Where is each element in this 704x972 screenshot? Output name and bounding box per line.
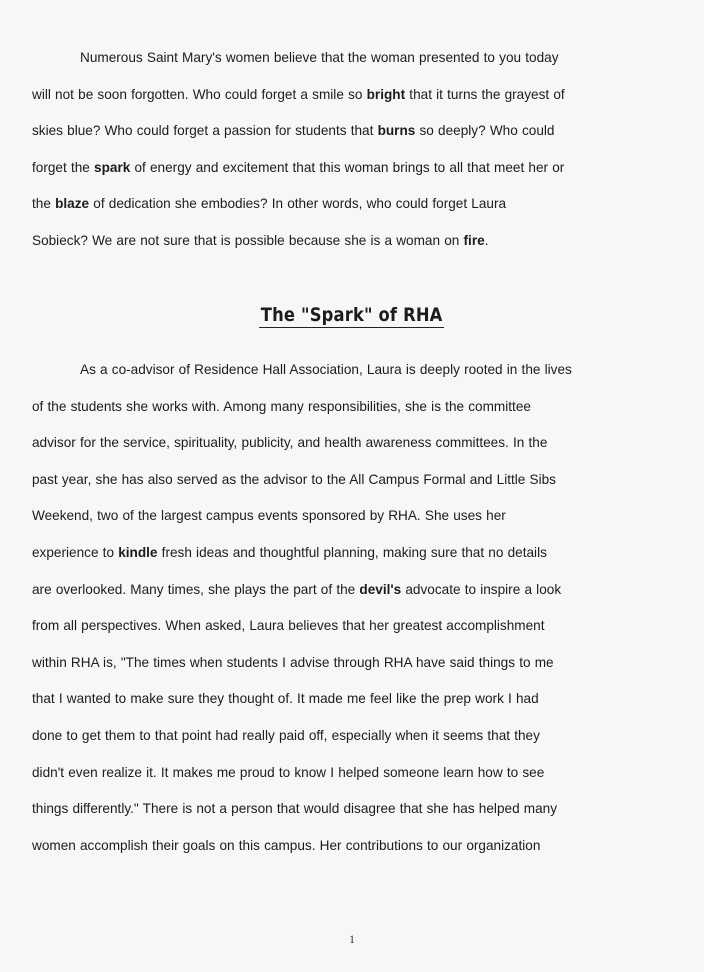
page-number: 1 xyxy=(349,932,355,946)
text-line xyxy=(32,150,672,187)
text-line: within RHA is, "The times when students I advise through RHA have said things to me xyxy=(32,654,554,670)
bold-word: burns xyxy=(377,123,416,139)
text-line xyxy=(32,535,672,572)
bold-word: kindle xyxy=(118,544,158,560)
text-line xyxy=(32,186,672,223)
bold-word: blaze xyxy=(55,196,90,212)
text-line: women accomplish their goals on this campus. Her contributions to our organization xyxy=(32,837,541,853)
text-line: done to get them to that point had really paid off, especially when it seems that they xyxy=(32,727,540,743)
rha-paragraph xyxy=(32,352,672,864)
text-line: of the students she works with. Among many responsibilities, she is the committee xyxy=(32,398,531,414)
text-run: are overlooked. Many times, she plays the part of the xyxy=(32,581,360,597)
text-run: forget the xyxy=(32,159,95,175)
text-line: that I wanted to make sure they thought of. It made me feel like the prep work I had xyxy=(32,691,539,707)
text-run: the xyxy=(32,196,56,212)
text-run: will not be soon forgotten. Who could forget a smile so xyxy=(32,86,367,102)
text-run: advocate to inspire a look xyxy=(401,581,562,597)
text-run: of energy and excitement that this woman brings to all that meet her or xyxy=(130,159,565,175)
text-line: advisor for the service, spirituality, publicity, and health awareness committees. In the xyxy=(32,435,548,451)
section-heading xyxy=(0,300,704,328)
text-run: Sobieck? We are not sure that is possible because she is a woman on xyxy=(32,232,464,248)
text-line: Weekend, two of the largest campus events sponsored by RHA. She uses her xyxy=(32,508,506,524)
text-line: from all perspectives. When asked, Laura believes that her greatest accomplishment xyxy=(32,618,545,634)
bold-word: spark xyxy=(94,159,131,175)
text-line: things differently." There is not a person that would disagree that she has helped many xyxy=(32,801,558,817)
text-run: that it turns the grayest of xyxy=(405,86,565,102)
text-line xyxy=(32,113,672,150)
text-run: fresh ideas and thoughtful planning, making sure that no details xyxy=(157,544,547,560)
section-heading-text: The "Spark" of RHA xyxy=(261,304,443,326)
text-run: skies blue? Who could forget a passion for students that xyxy=(32,123,378,139)
intro-paragraph xyxy=(32,40,672,260)
text-line xyxy=(32,77,672,114)
bold-word: devil's xyxy=(359,581,402,597)
text-run: so deeply? Who could xyxy=(415,123,555,139)
text-line xyxy=(32,572,672,609)
text-line: past year, she has also served as the advisor to the All Campus Formal and Little Sibs xyxy=(32,471,556,487)
text-line: As a co-advisor of Residence Hall Association, Laura is deeply rooted in the lives xyxy=(80,362,572,377)
text-line xyxy=(32,223,672,260)
text-run: . xyxy=(484,232,489,248)
text-run: experience to xyxy=(32,544,119,560)
bold-word: bright xyxy=(366,86,406,102)
text-line: didn't even realize it. It makes me proud to know I helped someone learn how to see xyxy=(32,764,545,780)
text-line: Numerous Saint Mary's women believe that the woman presented to you today xyxy=(80,50,559,65)
text-run: of dedication she embodies? In other words, who could forget Laura xyxy=(89,196,507,212)
bold-word: fire xyxy=(463,232,485,248)
